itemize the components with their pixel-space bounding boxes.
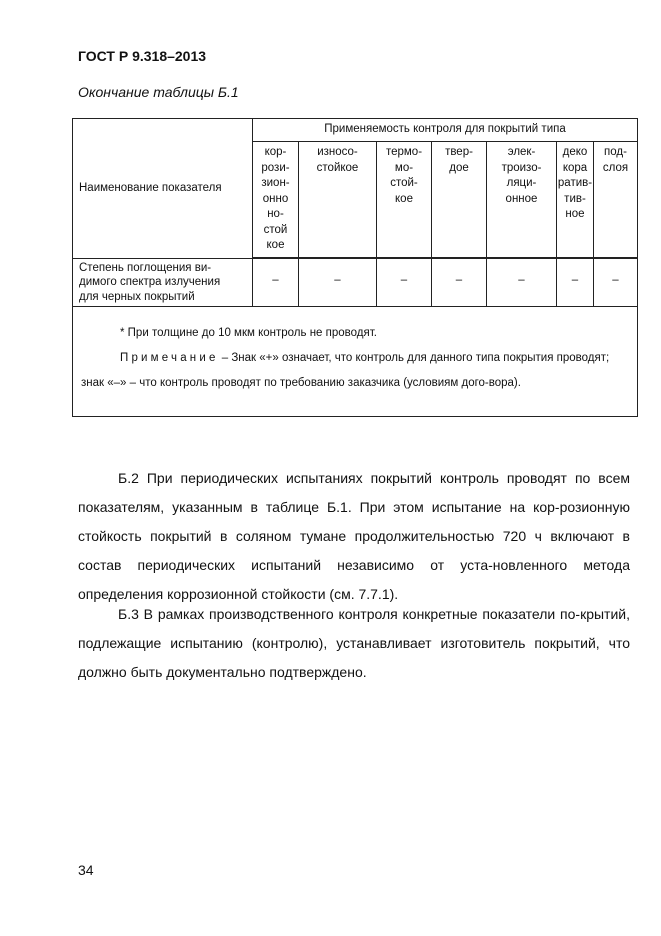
column-header-hard: твер- дое bbox=[432, 142, 487, 259]
applicability-group-header: Применяемость контроля для покрытий типа bbox=[253, 119, 638, 142]
page-number: 34 bbox=[78, 862, 94, 878]
cell-value: – bbox=[299, 258, 377, 307]
document-code: ГОСТ Р 9.318–2013 bbox=[78, 48, 207, 64]
cell-value: – bbox=[253, 258, 299, 307]
column-header-corrosion: кор- рози- зион- онно но- стой кое bbox=[253, 142, 299, 259]
paragraph-b3: Б.3 В рамках производственного контроля конкретные показатели по-крытий, подлежащие испытанию (контролю), устанавливает изготовитель покрытий, что должно быть документально подтверждено. bbox=[78, 606, 630, 680]
table-notes bbox=[73, 307, 638, 417]
row-indicator-name: Степень поглощения ви- димого спектра излучения для черных покрытий bbox=[73, 258, 253, 307]
note bbox=[81, 346, 631, 396]
column-header-thermal: термо- мо- стой- кое bbox=[377, 142, 432, 259]
cell-value: – bbox=[377, 258, 432, 307]
note-text: – Знак «+» означает, что контроль для данного типа покрытия проводят; знак «–» – что контроль проводят по требованию заказчика (условиям дого-вора). bbox=[81, 352, 610, 389]
column-header-insulating: элек- троизо- ляци- онное bbox=[487, 142, 557, 259]
column-header-decorative: деко кора ратив- тив- ное bbox=[557, 142, 594, 259]
table-row bbox=[73, 258, 638, 307]
name-column-header: Наименование показателя bbox=[73, 119, 253, 259]
paragraph-b2: Б.2 При периодических испытаниях покрытий контроль проводят по всем показателям, указанным в таблице Б.1. При этом испытание на кор-розионную стойкость покрытий в соляном тумане продолжительностью 720 ч включают в состав периодических испытаний независимо от уста-новленного метода определения коррозионной стойкости (см. 7.7.1). bbox=[78, 470, 630, 602]
cell-value: – bbox=[432, 258, 487, 307]
cell-value: – bbox=[487, 258, 557, 307]
note-label: Примечание bbox=[120, 352, 219, 364]
column-header-sublayer: под- слоя bbox=[594, 142, 638, 259]
cell-value: – bbox=[594, 258, 638, 307]
column-header-wear: износо- стойкое bbox=[299, 142, 377, 259]
table-caption: Окончание таблицы Б.1 bbox=[78, 84, 239, 100]
cell-value: – bbox=[557, 258, 594, 307]
indicators-table bbox=[72, 118, 638, 417]
footnote: * При толщине до 10 мкм контроль не проводят. bbox=[120, 327, 377, 339]
